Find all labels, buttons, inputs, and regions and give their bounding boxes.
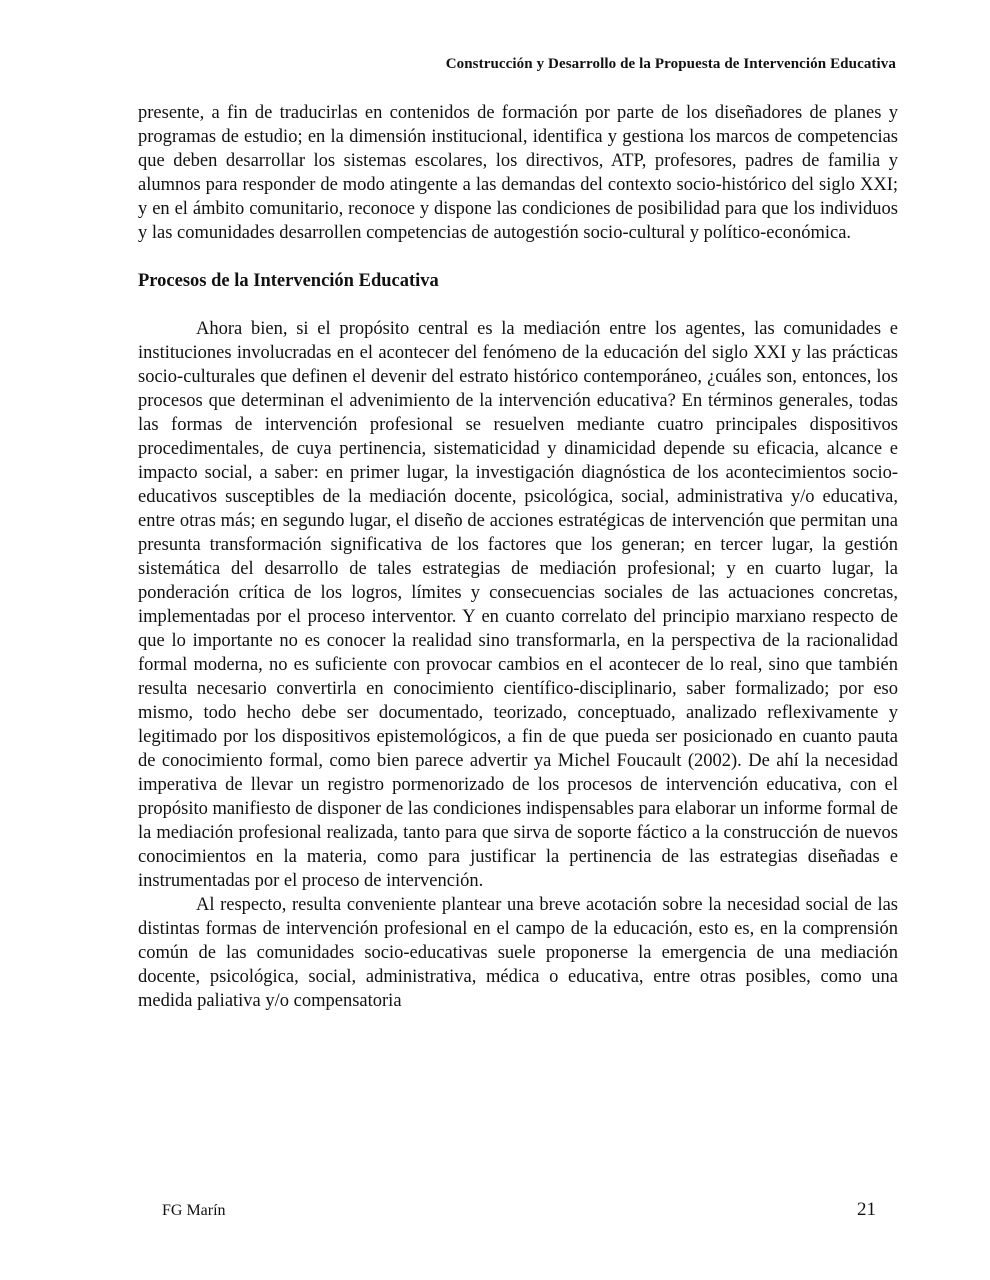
running-header-title: Construcción y Desarrollo de la Propuesta de Intervención Educativa <box>445 56 896 72</box>
body-paragraph-1: Ahora bien, si el propósito central es la mediación entre los agentes, las comunidades e instituciones involucradas en el acontecer del fenómeno de la educación del siglo XXI y las prácticas socio-culturales que definen el devenir del estrato histórico contemporáneo, ¿cuáles son, entonces, los procesos que determinan el advenimiento de la intervención educativa? En términos generales, todas las formas de intervención profesional se resuelven mediante cuatro principales dispositivos procedimentales, de cuya pertinencia, sistematicidad y dinamicidad depende su eficacia, alcance e impacto social, a saber: en primer lugar, la investigación diagnóstica de los acontecimientos socio-educativos susceptibles de la mediación docente, psicológica, social, administrativa y/o educativa, entre otras más; en segundo lugar, el diseño de acciones estratégicas de intervención que permitan una presunta transformación significativa de los factores que los generan; en tercer lugar, la gestión sistemática del desarrollo de tales estrategias de mediación profesional; y en cuarto lugar, la ponderación crítica de los logros, límites y consecuencias sociales de las actuaciones concretas, implementadas por el proceso interventor. Y en cuanto correlato del principio marxiano respecto de que lo importante no es conocer la realidad sino transformarla, en la perspectiva de la racionalidad formal moderna, no es suficiente con provocar cambios en el acontecer de lo real, sino que también resulta necesario convertirla en conocimiento científico-disciplinario, saber formalizado; por eso mismo, todo hecho debe ser documentado, teorizado, conceptuado, analizado reflexivamente y legitimado por los dispositivos epistemológicos, a fin de que pueda ser posicionado en cuanto pauta de conocimiento formal, como bien parece advertir ya Michel Foucault (2002). De ahí la necesidad imperativa de llevar un registro pormenorizado de los procesos de intervención educativa, con el propósito manifiesto de disponer de las condiciones indispensables para elaborar un informe formal de la mediación profesional realizada, tanto para que sirva de soporte fáctico a la construcción de nuevos conocimientos en la materia, como para justificar la pertinencia de las estrategias diseñadas e instrumentadas por el proceso de intervención. <box>138 319 898 891</box>
page-number: 21 <box>857 1199 876 1220</box>
page-body <box>138 101 898 1013</box>
footer-author: FG Marín <box>162 1202 226 1219</box>
section-heading: Procesos de la Intervención Educativa <box>138 271 439 291</box>
continued-paragraph: presente, a fin de traducirlas en contenidos de formación por parte de los diseñadores de planes y programas de estudio; en la dimensión institucional, identifica y gestiona los marcos de competencias que deben desarrollar los sistemas escolares, los directivos, ATP, profesores, padres de familia y alumnos para responder de modo atingente a las demandas del contexto socio-histórico del siglo XXI; y en el ámbito comunitario, reconoce y dispone las condiciones de posibilidad para que los individuos y las comunidades desarrollen competencias de autogestión socio-cultural y político-económica. <box>138 103 898 243</box>
body-paragraph-2: Al respecto, resulta conveniente plantear una breve acotación sobre la necesidad social de las distintas formas de intervención profesional en el campo de la educación, esto es, en la comprensión común de las comunidades socio-educativas suele proponerse la emergencia de una mediación docente, psicológica, social, administrativa, médica o educativa, entre otras posibles, como una medida paliativa y/o compensatoria <box>138 895 898 1011</box>
